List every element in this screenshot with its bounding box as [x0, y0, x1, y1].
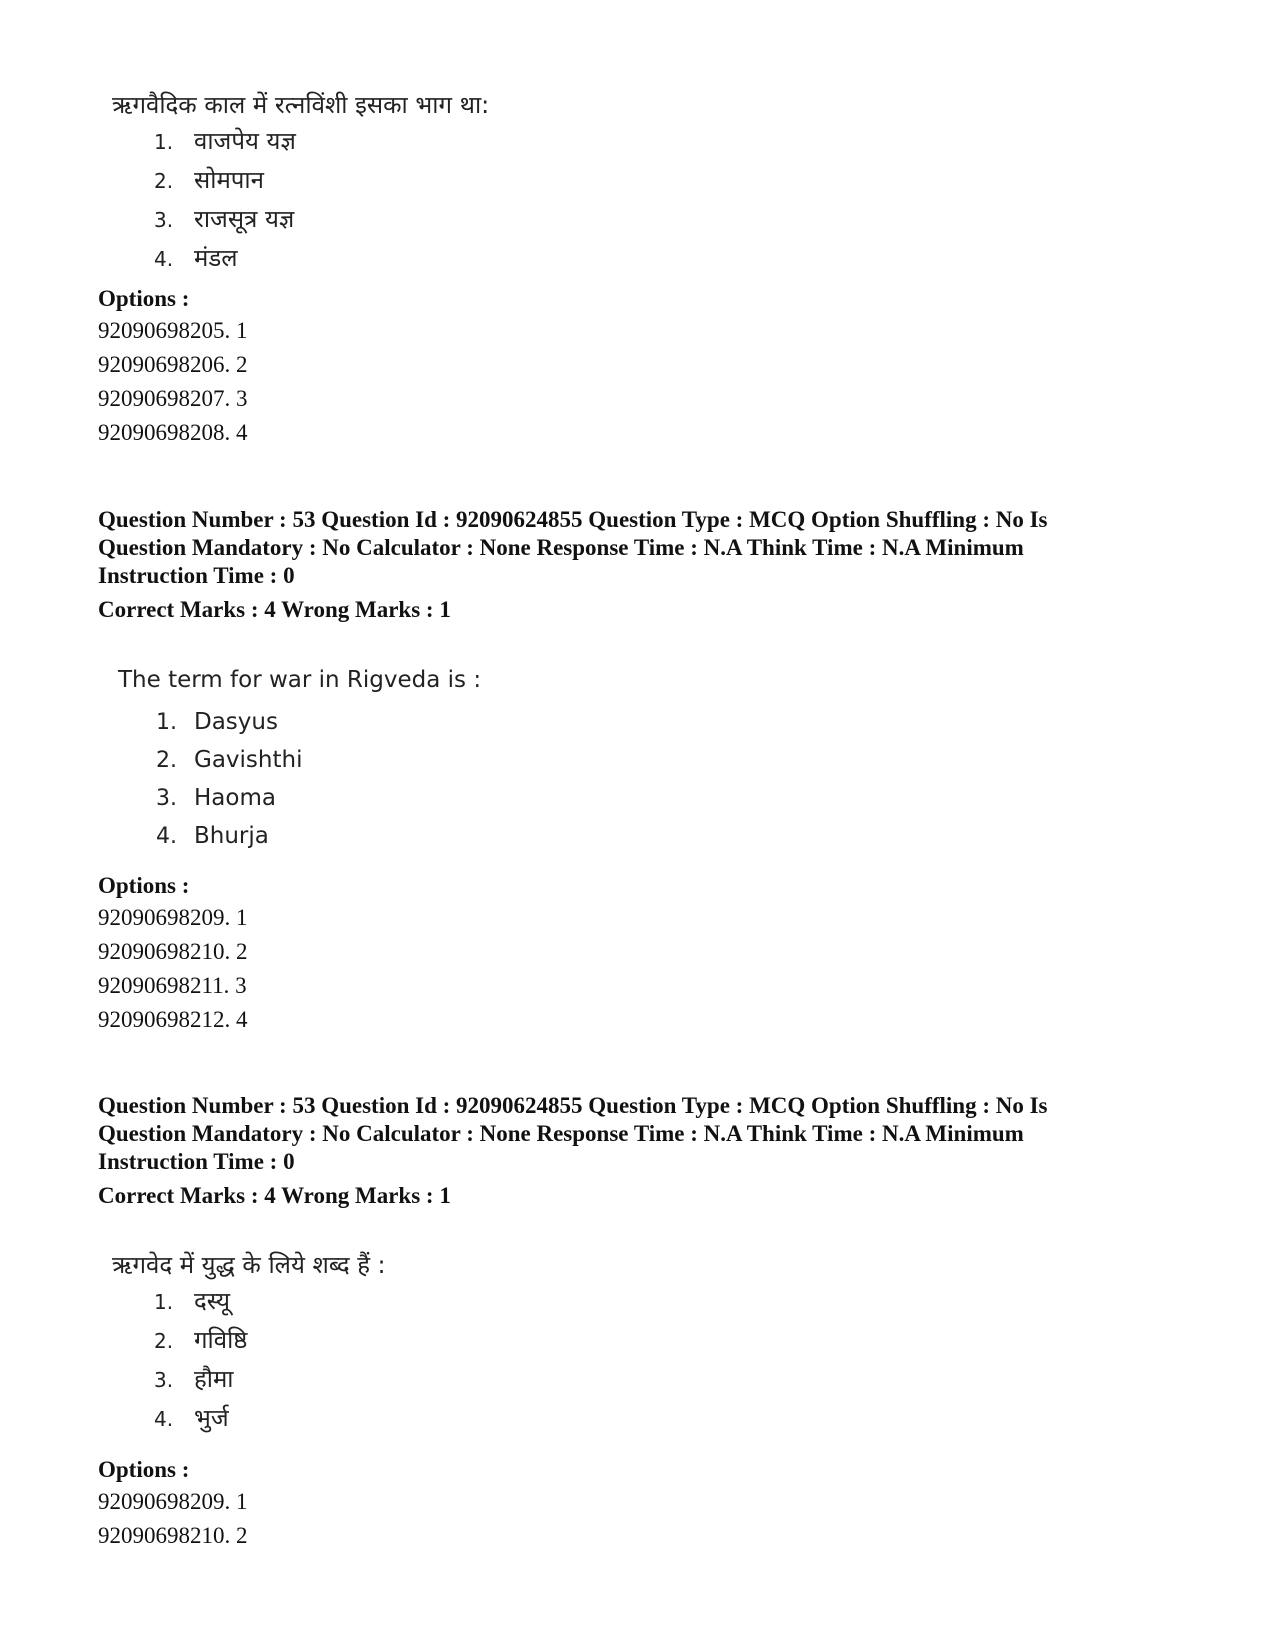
choice-number: 2. [154, 1329, 174, 1353]
choice-item [156, 779, 481, 817]
option-line: 92090698211. 3 [98, 973, 247, 998]
options-block-3 [98, 1455, 1198, 1553]
options-label: Options : [98, 1457, 190, 1482]
option-line: 92090698208. 4 [98, 420, 248, 445]
choice-text: Haoma [194, 785, 276, 811]
choice-text: वाजपेय यज्ञ [194, 127, 296, 155]
option-line: 92090698209. 1 [98, 905, 248, 930]
choice-text: भुर्ज [194, 1404, 229, 1432]
marks-line: Correct Marks : 4 Wrong Marks : 1 [98, 1183, 451, 1208]
choice-number: 1. [154, 1290, 174, 1314]
choice-text: राजसूत्र यज्ञ [194, 205, 295, 233]
choice-text: Gavishthi [194, 747, 303, 773]
question-stem: ऋगवैदिक काल में रत्नविंशी इसका भाग था: [112, 91, 490, 119]
option-line: 92090698207. 3 [98, 386, 248, 411]
option-line: 92090698205. 1 [98, 318, 248, 343]
choice-item [156, 817, 481, 855]
question-stem: ऋगवेद में युद्ध के लिये शब्द हैं : [112, 1251, 386, 1279]
choice-number: 4. [154, 1407, 174, 1431]
question-image-english [118, 665, 481, 855]
meta-line: Question Mandatory : No Calculator : None Response Time : N.A Think Time : N.A Minimum [98, 1121, 1024, 1146]
choice-number: 2. [154, 169, 174, 193]
meta-line: Instruction Time : 0 [98, 563, 295, 588]
choice-number: 3. [156, 786, 177, 811]
choice-list [118, 703, 481, 855]
meta-line: Question Number : 53 Question Id : 92090624855 Question Type : MCQ Option Shuffling : No Is [98, 507, 1048, 532]
meta-line: Question Mandatory : No Calculator : None Response Time : N.A Think Time : N.A Minimum [98, 535, 1024, 560]
choice-item [154, 239, 489, 278]
choice-item [154, 200, 489, 239]
options-label: Options : [98, 286, 190, 311]
option-line: 92090698210. 2 [98, 1523, 248, 1548]
options-block-1 [98, 284, 1198, 450]
choice-text: मंडल [194, 244, 238, 272]
question-meta-2 [98, 506, 1198, 624]
choice-number: 3. [154, 208, 174, 232]
question-image-hindi-1 [112, 90, 489, 278]
option-line: 92090698210. 2 [98, 939, 248, 964]
choice-item [154, 1321, 386, 1360]
marks-line: Correct Marks : 4 Wrong Marks : 1 [98, 597, 451, 622]
options-label: Options : [98, 873, 190, 898]
option-line: 92090698212. 4 [98, 1007, 248, 1032]
choice-item [154, 161, 489, 200]
choice-number: 3. [154, 1368, 174, 1392]
choice-list [112, 122, 489, 278]
choice-number: 2. [156, 748, 177, 773]
choice-number: 1. [156, 710, 177, 735]
choice-item [154, 1399, 386, 1438]
question-stem: The term for war in Rigveda is : [118, 667, 482, 693]
choice-item [154, 1282, 386, 1321]
meta-line: Question Number : 53 Question Id : 92090624855 Question Type : MCQ Option Shuffling : No Is [98, 1093, 1048, 1118]
choice-item [156, 741, 481, 779]
choice-text: Dasyus [194, 709, 278, 735]
choice-text: दस्यू [194, 1287, 230, 1315]
choice-number: 1. [154, 130, 174, 154]
options-block-2 [98, 871, 1198, 1037]
choice-item [154, 122, 489, 161]
question-meta-3 [98, 1092, 1198, 1210]
choice-text: सोमपान [194, 166, 264, 194]
choice-text: हौमा [194, 1365, 234, 1393]
meta-line: Instruction Time : 0 [98, 1149, 295, 1174]
choice-item [154, 1360, 386, 1399]
choice-text: Bhurja [194, 823, 269, 849]
question-image-hindi-2 [112, 1250, 386, 1438]
choice-number: 4. [154, 247, 174, 271]
choice-text: गविष्ठि [194, 1326, 248, 1354]
option-line: 92090698206. 2 [98, 352, 248, 377]
option-line: 92090698209. 1 [98, 1489, 248, 1514]
choice-list [112, 1282, 386, 1438]
choice-number: 4. [156, 824, 177, 849]
choice-item [156, 703, 481, 741]
